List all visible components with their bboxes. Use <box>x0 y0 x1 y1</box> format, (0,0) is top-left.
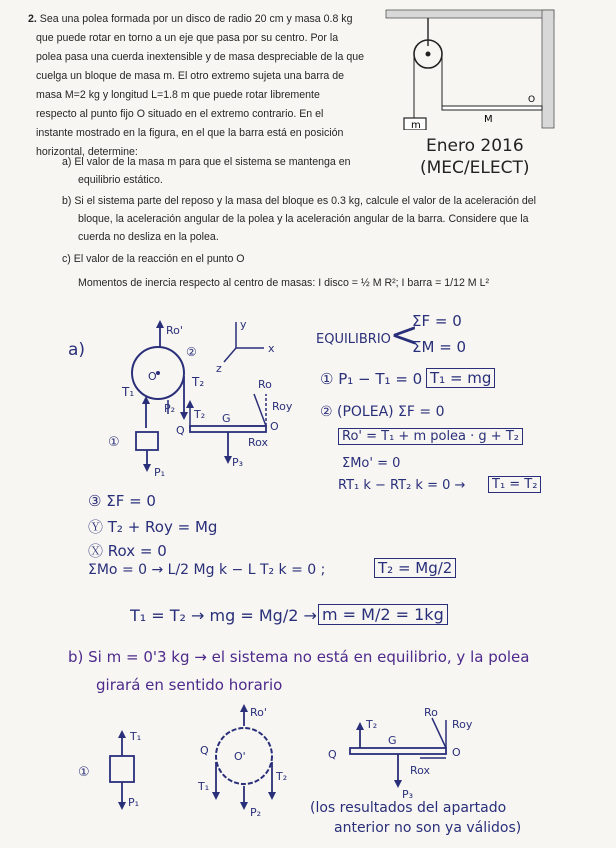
problem-figure <box>384 6 556 130</box>
problem-line: respecto al punto fijo O situado en el extremo contrario. En el <box>36 108 324 120</box>
part-c-line: c) El valor de la reacción en el punto O <box>62 253 245 265</box>
label-roy: Roy <box>272 400 293 413</box>
label-t2: T₂ <box>192 375 205 389</box>
axis-z: z <box>216 362 222 375</box>
part-b-line: cuerda no desliza en la polea. <box>78 231 219 243</box>
part-b-line: b) Si el sistema parte del reposo y la masa del bloque es 0.3 kg, calcule el valor de la aceleración del <box>62 195 537 207</box>
label-o: O <box>270 420 279 433</box>
part-a-label: a) <box>68 340 86 360</box>
label-p3-b: P₃ <box>402 788 414 801</box>
label-o-b: O <box>452 746 461 759</box>
label-circ1: ① <box>108 435 120 450</box>
label-t2-bar: T₂ <box>194 408 206 421</box>
axis-y: y <box>240 318 247 331</box>
part-a-line: a) El valor de la masa m para que el sistema se mantenga en <box>62 156 351 168</box>
label-roy-b: Roy <box>452 718 473 731</box>
bar-label: M <box>484 114 493 125</box>
axis-x: x <box>268 342 275 355</box>
label-t2-p: T₂ <box>276 770 288 783</box>
mass-result-derivation: T₁ = T₂ → mg = Mg/2 → <box>130 606 317 625</box>
label-q-bar: Q <box>328 748 337 761</box>
eq-sum-moments: ΣM = 0 <box>412 338 467 356</box>
equilibrium-brace: < <box>390 315 419 355</box>
problem-number: 2. <box>28 13 37 25</box>
free-body-diagram-a <box>100 318 310 478</box>
label-p1-b: P₁ <box>128 796 140 809</box>
label-ro: Ro <box>258 378 272 391</box>
eq2-torque: RT₁ k − RT₂ k = 0 → <box>338 478 466 493</box>
problem-line: horizontal, determine: <box>36 146 138 158</box>
eq3-y: Ⓨ T₂ + Roy = Mg <box>88 518 218 536</box>
block-label: m <box>411 120 421 130</box>
note-line1: (los resultados del apartado <box>310 800 507 816</box>
label-p2-b: P₂ <box>250 806 262 819</box>
eq3-result: T₂ = Mg/2 <box>374 558 456 578</box>
label-ro-prime-b: Ro' <box>250 706 267 719</box>
label-ro-prime: Ro' <box>166 324 183 337</box>
note-line2: anterior no son ya válidos) <box>334 820 522 836</box>
eq2-tension-result: T₁ = T₂ <box>488 476 541 493</box>
label-g: G <box>222 412 231 425</box>
problem-line: cuelga un bloque de masa m. El otro extremo sujeta una barra de <box>36 70 344 82</box>
label-p2: P₂ <box>164 402 176 415</box>
label-p1: P₁ <box>154 466 166 478</box>
label-g-b: G <box>388 734 397 747</box>
rotating-bar <box>442 106 542 110</box>
eq1: ① P₁ − T₁ = 0 <box>320 370 423 388</box>
problem-line: masa M=2 kg y longitud L=1.8 m que puede rotar libremente <box>36 89 320 101</box>
eq-sum-forces: ΣF = 0 <box>412 312 462 330</box>
pivot-label: O <box>528 95 536 105</box>
problem-line: que puede rotar en torno a un eje que pasa por su centro. Por la <box>36 32 339 44</box>
label-t1-b: T₁ <box>130 730 142 743</box>
mass-result: m = M/2 = 1kg <box>318 604 448 625</box>
label-p3: P₃ <box>232 456 244 469</box>
eq3-header: ③ ΣF = 0 <box>88 492 156 510</box>
problem-statement <box>28 10 380 29</box>
equilibrium-label: EQUILIBRIO <box>316 332 391 347</box>
label-circ2: ② <box>186 345 197 359</box>
label-q-b: Q <box>200 744 209 757</box>
part-b-line: bloque, la aceleración angular de la polea y la aceleración angular de la barra. Considere que la <box>78 213 529 225</box>
part-b-line2: girará en sentido horario <box>96 676 283 694</box>
label-t2-bar-b: T₂ <box>366 718 378 731</box>
problem-line: Sea una polea formada por un disco de radio 20 cm y masa 0.8 kg <box>39 13 353 25</box>
label-t1: T₁ <box>122 385 135 399</box>
eq3-x: Ⓧ Rox = 0 <box>88 542 167 560</box>
eq2-moments: ΣMo' = 0 <box>342 456 401 471</box>
exam-note-date: Enero 2016 <box>426 136 524 156</box>
eq2-header: ② (POLEA) ΣF = 0 <box>320 404 445 420</box>
part-b-line1: b) Si m = 0'3 kg → el sistema no está en equilibrio, y la polea <box>68 648 530 666</box>
label-t1-p: T₁ <box>198 780 210 793</box>
exam-note-degree: (MEC/ELECT) <box>420 158 530 178</box>
label-o-prime-b: O' <box>234 750 246 763</box>
eq2-result: Ro' = T₁ + m polea · g + T₂ <box>338 428 523 445</box>
problem-line: instante mostrado en la figura, en el que la barra está en posición <box>36 127 344 139</box>
eq3-moment: ΣMo = 0 → L/2 Mg k − L T₂ k = 0 ; <box>88 562 326 578</box>
moments-of-inertia: Momentos de inercia respecto al centro de masas: I disco = ½ M R²; I barra = 1/12 M L² <box>78 277 489 289</box>
label-q: Q <box>176 424 185 437</box>
label-rox: Rox <box>248 436 269 449</box>
part-a-line: equilibrio estático. <box>78 174 163 186</box>
label-ro-b: Ro <box>424 706 438 719</box>
label-rox-b: Rox <box>410 764 431 777</box>
label-circ1-b: ① <box>78 765 90 780</box>
problem-line: polea pasa una cuerda inextensible y de masa despreciable de la que <box>36 51 365 63</box>
label-o-prime: O' <box>148 370 160 383</box>
eq1-result: T₁ = mg <box>426 368 495 388</box>
